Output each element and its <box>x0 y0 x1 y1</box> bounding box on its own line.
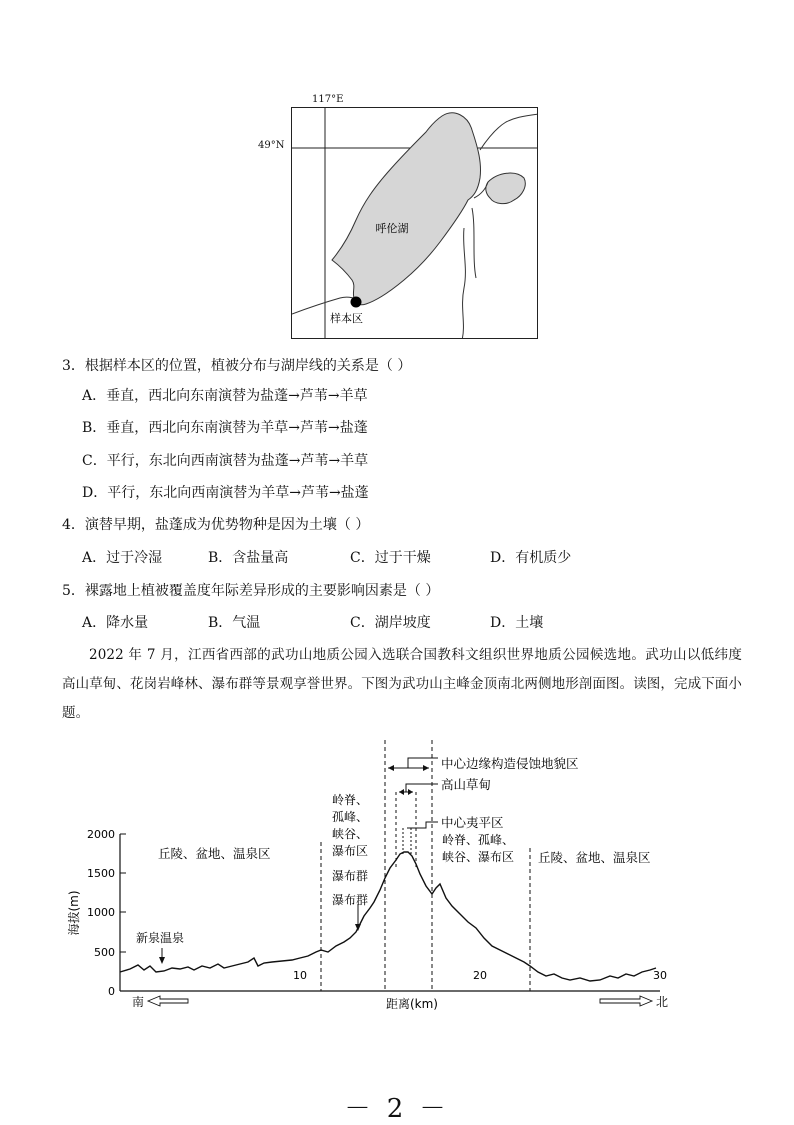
meadow-label: 高山草甸 <box>441 777 492 792</box>
question-3-option-a: A．垂直，西北向东南演替为盐蓬→芦苇→羊草 <box>82 388 368 404</box>
hulun-lake-map <box>291 107 538 339</box>
waterfall-label-2: 瀑布群 <box>332 893 369 907</box>
lake-name-label: 呼伦湖 <box>375 222 409 235</box>
zone-left-label: 丘陵、盆地、温泉区 <box>158 846 271 861</box>
y-tick-label-0: 0 <box>108 985 115 998</box>
y-tick-label-1500: 1500 <box>87 867 115 880</box>
question-4-option-b: B．含盐量高 <box>208 550 289 566</box>
question-5-stem: 5．裸露地上植被覆盖度年际差异形成的主要影响因素是（ ） <box>62 583 440 599</box>
sample-area-label: 样本区 <box>330 312 363 325</box>
question-5-option-b: B．气温 <box>208 615 261 631</box>
question-4-stem: 4．演替早期，盐蓬成为优势物种是因为土壤（ ） <box>62 517 370 533</box>
ridge-right-line-1: 岭脊、孤峰、 <box>442 833 515 847</box>
longitude-label: 117°E <box>312 94 344 105</box>
y-tick-label-500: 500 <box>94 946 115 959</box>
question-3-stem: 3．根据样本区的位置，植被分布与湖岸线的关系是（ ） <box>62 358 412 374</box>
question-4-option-d: D．有机质少 <box>490 550 572 566</box>
zone-right-label: 丘陵、盆地、温泉区 <box>538 850 651 865</box>
south-label: 南 <box>132 995 145 1009</box>
small-lake-shape <box>486 173 525 204</box>
question-4-option-c: C．过于干燥 <box>350 550 431 566</box>
ridge-left-line-2: 孤峰、 <box>332 810 369 824</box>
hot-spring-arrowhead <box>159 957 165 964</box>
latitude-label: 49°N <box>258 140 285 151</box>
river-southeast <box>472 208 476 278</box>
y-tick-label-1000: 1000 <box>87 906 115 919</box>
question-3-option-d: D．平行，东北向西南演替为羊草→芦苇→盐蓬 <box>82 485 369 501</box>
x-tick-label-30: 30 <box>653 969 667 982</box>
x-axis-label: 距离(km) <box>385 997 439 1011</box>
planation-zone-label: 中心夷平区 <box>441 815 504 830</box>
question-3-option-c: C．平行，东北向西南演替为盐蓬→芦苇→羊草 <box>82 453 369 469</box>
erosion-zone-label: 中心边缘构造侵蚀地貌区 <box>441 756 579 771</box>
ridge-left-line-3: 峡谷、 <box>332 827 369 841</box>
river-north <box>480 114 538 150</box>
waterfall-label-1: 瀑布群 <box>332 869 369 883</box>
terrain-line <box>120 852 656 981</box>
question-5-option-d: D．土壤 <box>490 615 544 631</box>
planation-leader <box>407 822 438 828</box>
question-4-option-a: A．过于冷湿 <box>82 550 163 566</box>
y-tick-label-2000: 2000 <box>87 828 115 841</box>
map-drawing <box>292 108 538 339</box>
south-arrow-icon <box>148 996 188 1006</box>
passage <box>62 641 742 728</box>
x-tick-label-10: 10 <box>293 969 307 982</box>
ridge-right-line-2: 峡谷、瀑布区 <box>442 850 515 864</box>
question-5-option-c: C．湖岸坡度 <box>350 615 431 631</box>
river-south <box>462 228 465 339</box>
ridge-left-line-4: 瀑布区 <box>332 844 369 858</box>
question-5-option-a: A．降水量 <box>82 615 149 631</box>
page-number: － 2 － <box>344 1094 450 1124</box>
lake-shape <box>332 113 481 305</box>
ridge-left-line-1: 岭脊、 <box>332 793 369 807</box>
y-axis-label: 海拔(m) <box>67 890 81 936</box>
question-3-option-b: B．垂直，西北向东南演替为羊草→芦苇→盐蓬 <box>82 420 368 436</box>
terrain-profile <box>60 738 680 1028</box>
passage-text: 2022 年 7 月，江西省西部的武功山地质公园入选联合国教科文组织世界地质公园候选地。武功山以低纬度高山草甸、花岗岩峰林、瀑布群等景观享誉世界。下图为武功山主峰金顶南北两侧地形剖面图。读图，完成下面小题。 <box>62 647 742 721</box>
hot-spring-label: 新泉温泉 <box>136 931 185 945</box>
x-tick-label-20: 20 <box>473 969 487 982</box>
north-label: 北 <box>656 995 669 1009</box>
north-arrow-icon <box>600 996 652 1006</box>
sample-area-dot <box>351 297 362 308</box>
